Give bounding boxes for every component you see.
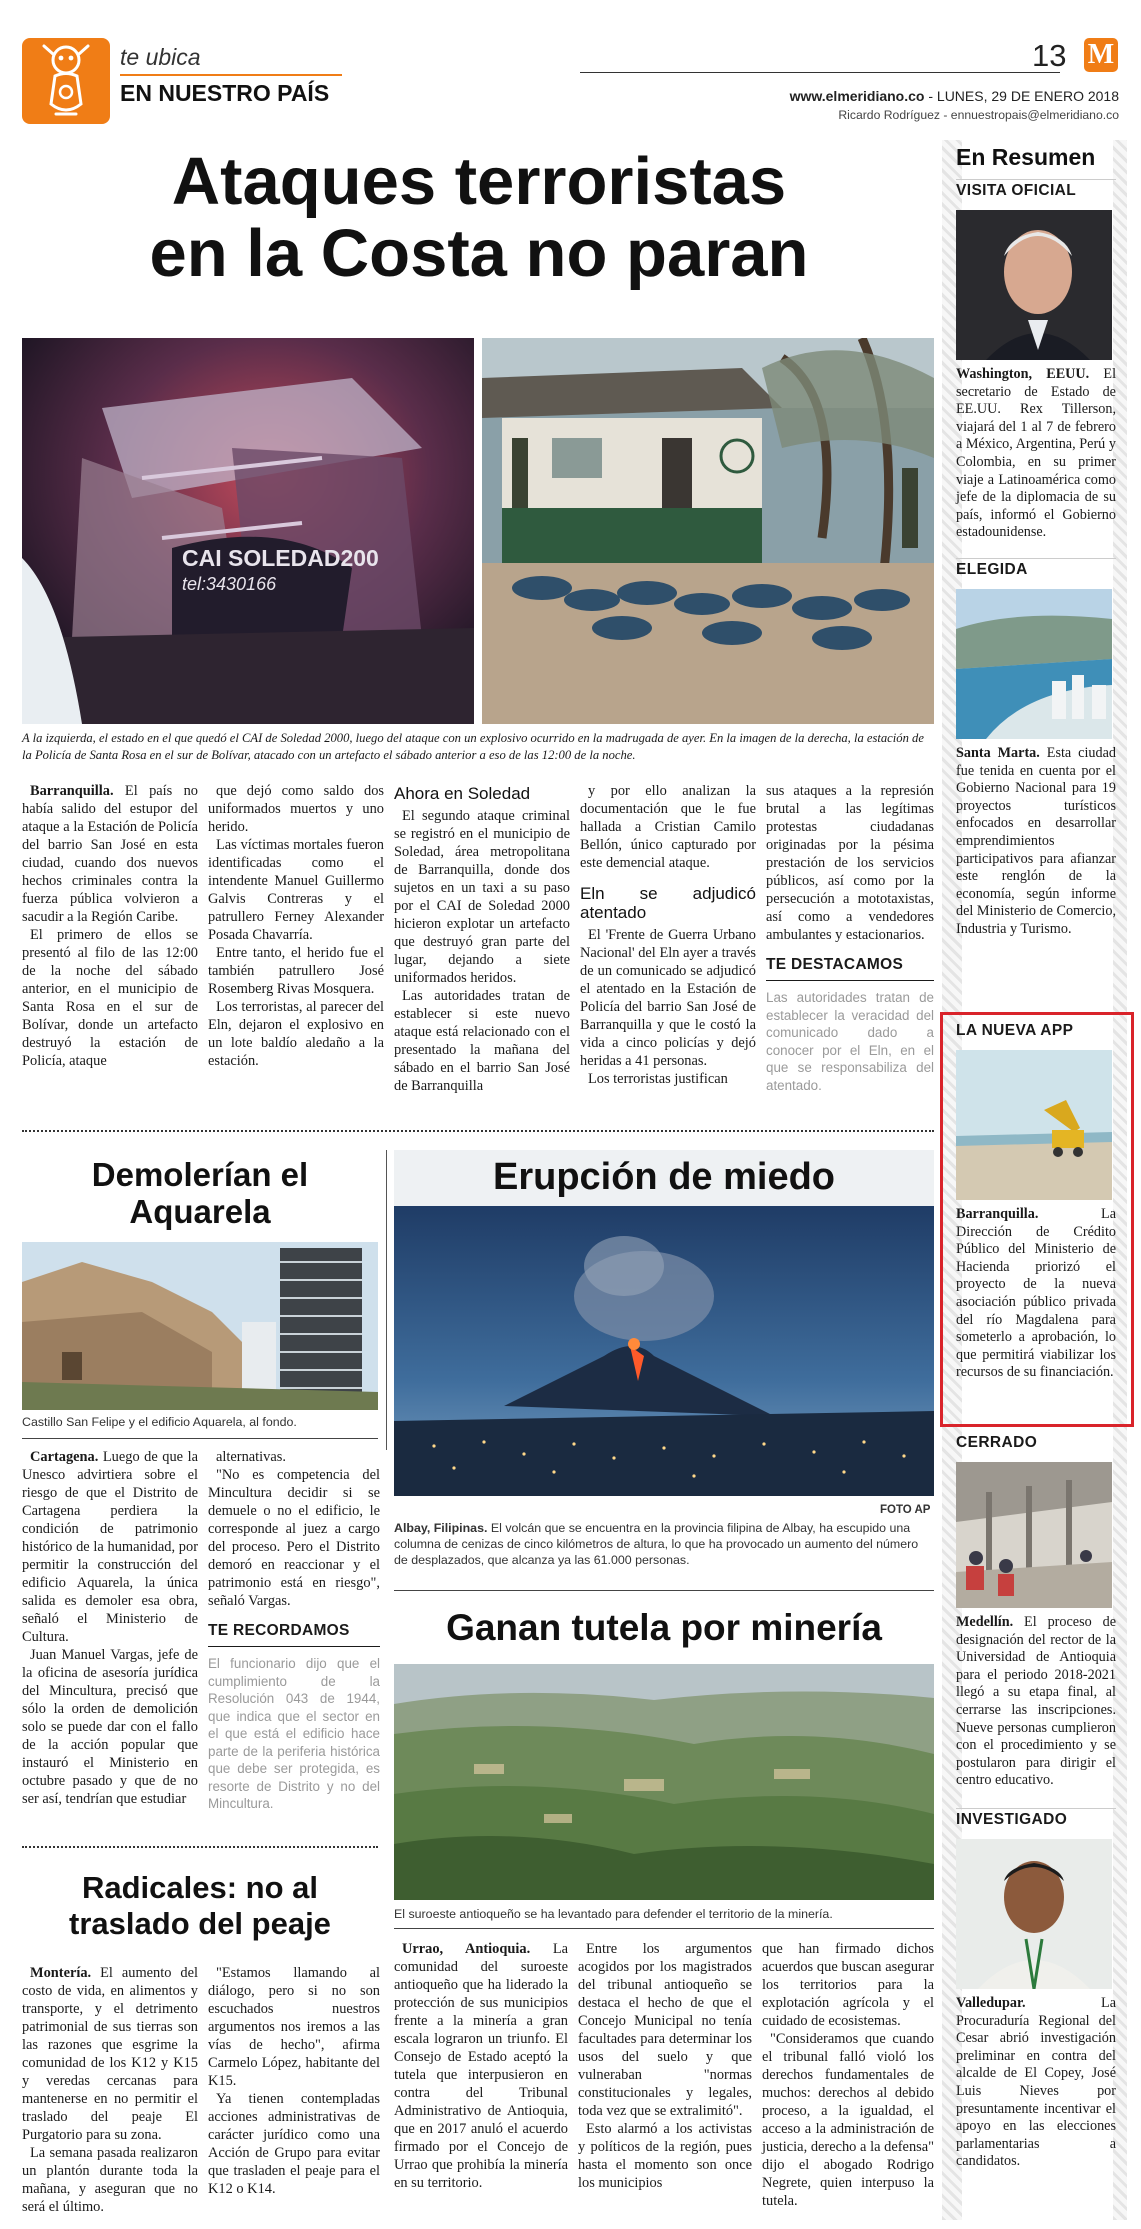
- main-headline: [22, 146, 936, 290]
- tutela-caption: El suroeste antioqueño se ha levantado para defender el territorio de la minería.: [394, 1907, 833, 1921]
- tutela-col-1: [394, 1940, 568, 2192]
- photo-rio-magdalena: [956, 1050, 1112, 1200]
- erupcion-divider: [394, 1590, 934, 1591]
- photo-credit: FOTO AP: [880, 1504, 931, 1516]
- tutela-dateline: Urrao, Antioquia.: [402, 1941, 531, 1957]
- main-col4-p2: El 'Frente de Guerra Urbano Nacional' del Eln ayer a través de un comunicado se adjudicó el atentado en la Estación de Policía del barrio San José de Barranquilla y que le costó la vida a cinco policías y dejó heridas a 41 personas.: [580, 927, 756, 1069]
- sidebar-label-investigado: INVESTIGADO: [956, 1808, 1116, 1833]
- page-number: 13: [1032, 38, 1067, 73]
- peaje-col1-p1: El aumento del costo de vida, en alimentos y transporte, y el detrimento patrimonial de sus tierras son las razones que esgrime la comunidad de los K12 y K15 y veredas cercanas para mantenerse en no permitir el traslado del peaje El Purgatorio para su zona.: [22, 1965, 198, 2143]
- sidebar-lead-nueva-app: Barranquilla.: [956, 1206, 1039, 1222]
- photo-cai-soledad: [22, 338, 474, 724]
- peaje-headline: Radicales: no al traslado del peaje: [69, 1870, 331, 1941]
- main-col-5: [766, 782, 934, 1094]
- photo-santa-marta: [956, 589, 1112, 739]
- sidebar-text-visita: [956, 366, 1116, 542]
- author-line: Ricardo Rodríguez - ennuestropais@elmeridiano.co: [838, 108, 1119, 122]
- sidebar-body-elegida: Esta ciudad fue tenida en cuenta por el Gobierno Nacional para 19 proyectos turísticos enfocados en desarrollar emprendimientos participativos para afianzar este renglón de la economía, según informe del Ministerio de Comercio, Industria y Turismo.: [956, 744, 1116, 937]
- tutela-col2-p1: Entre los argumentos acogidos por los magistrados del tribunal antioqueño se destaca el hecho de que el Concejo Municipal no tenía facultades para determinar los usos del suelo y que vulneraban "normas constitucionales y legales, toda vez que se extralimitó".: [578, 1941, 752, 2119]
- main-col1-p1: El país no había salido del estupor del ataque a la Estación de Policía del barrio San José en esta ciudad, cuando dos nuevos hechos criminales contra la fuerza pública volvieron a sacudir a la Región Caribe.: [22, 783, 198, 925]
- tutela-col2-p2: Esto alarmó a los activistas y políticos de la región, pues hasta el momento son once los municipios: [578, 2121, 752, 2191]
- aquarela-col2-p1: alternativas.: [216, 1449, 286, 1465]
- main-dateline: Barranquilla.: [30, 783, 114, 799]
- sidebar-lead-investigado: Valledupar.: [956, 1994, 1026, 2011]
- subhead-eln: Eln se adjudicó atentado: [580, 884, 756, 922]
- aquarela-dateline: Cartagena.: [30, 1449, 99, 1465]
- main-photo-caption: A la izquierda, el estado en el que quedó el CAI de Soledad 2000, luego del ataque con un explosivo ocurrido en la madrugada de ayer. En la imagen de la derecha, la estación de la Policía de Santa Rosa en el sur de Bolívar, atacado con un artefacto el sábado anterior a eso de las 12:00 de la noche.: [22, 731, 924, 762]
- main-col5-p1: sus ataques a la represión brutal a las legítimas protestas ciudadanas originadas por la pésima prestación de los servicios públicos, así como por la persecución a mototaxistas, así como a vendedores ambulantes y estacionarios.: [766, 783, 934, 943]
- peaje-col-2: [208, 1964, 380, 2198]
- main-col1-p2: El primero de ellos se presentó al filo de las 12:00 de la noche del sábado anterior, en el municipio de Santa Rosa en el sur de Bolívar, donde un artefacto destruyó la estación de Policía, ataque: [22, 927, 198, 1069]
- sidebar-body-nueva-app: La Dirección de Crédito Público del Ministerio de Hacienda priorizó el proyecto de la nueva asociación público privada del río Magdalena para someterlo a aprobación, lo que permitirá viabilizar los recursos de su financiación.: [956, 1206, 1116, 1381]
- issue-date: - LUNES, 29 DE ENERO 2018: [924, 88, 1119, 104]
- tutela-caption-rule: [394, 1928, 934, 1929]
- newspaper-logo: [1084, 38, 1118, 72]
- tutela-col3-p2: "Consideramos que cuando el tribunal falló violó los derechos fundamentales de muchos: derechos al debido proceso, a la igualdad, el acceso a la administración de justicia, derecho a la defensa" dijo el abogado Rodrigo Negrete, quien interpuso la tutela.: [762, 2031, 934, 2209]
- sidebar-label-nueva-app: LA NUEVA APP: [956, 1022, 1074, 1039]
- peaje-col1-p2: La semana pasada realizaron un plantón durante toda la mañana, y aseguran que no será el último.: [22, 2145, 198, 2215]
- main-col-3: [394, 780, 570, 1095]
- sidebar-label-elegida: ELEGIDA: [956, 558, 1116, 583]
- website-link[interactable]: www.elmeridiano.co: [789, 88, 925, 104]
- peaje-dateline: Montería.: [30, 1965, 92, 1981]
- aquarela-col-2: [208, 1448, 380, 1813]
- sidebar-text-nueva-app: [956, 1206, 1116, 1382]
- dateline: [790, 88, 1119, 104]
- sidebar-lower: [956, 1432, 1116, 2171]
- header-rule: [580, 72, 1060, 73]
- sidebar-label-cerrado: CERRADO: [956, 1434, 1038, 1451]
- main-headline-line1: Ataques terroristas: [171, 144, 787, 219]
- photo-universidad: [956, 1462, 1112, 1608]
- peaje-col2-p2: Ya tienen contempladas acciones administrativas de carácter jurídico como una Acción de Grupo para evitar que trasladen el peaje para el K12 o K14.: [208, 2091, 380, 2197]
- main-col-1: [22, 782, 198, 1070]
- box-te-recordamos-text: El funcionario dijo que el cumplimiento de la Resolución 043 de 1944, que indica que el sector en el que está el edificio hace parte de la periferia histórica que debe ser protegida, es resorte de Distrito y no del Mincultura.: [208, 1656, 380, 1811]
- cai-phone-text: tel:3430166: [182, 574, 277, 594]
- aquarela-col1-p1: Luego de que la Unesco advirtiera sobre el riesgo de que el Distrito de Cartagena perdiera la condición de patrimonio histórico de la humanidad, por permitir la construcción del edificio Aquarela, la única salida es demoler esa obra, señaló el Ministerio de Cultura.: [22, 1449, 198, 1645]
- photo-castillo-aquarela: [22, 1242, 378, 1410]
- main-col-2: [208, 782, 384, 1070]
- main-col2-p1: que dejó como saldo dos uniformados muertos y uno herido.: [208, 783, 384, 835]
- mascot-icon: [22, 38, 110, 124]
- tutela-col1-p1: La comunidad del suroeste antioqueño que ha liderado la protección de sus municipios frente a la minería a gran escala lograron un triunfo. El Consejo de Estado aceptó la tutela que interpusieron en contra del Tribunal Administrativo de Antioquia, que en 2017 anuló el acuerdo firmado por el Concejo de Urrao que prohibía la minería en su territorio.: [394, 1941, 569, 2191]
- main-col2-p2: Las víctimas mortales fueron identificadas como el intendente Manuel Guillermo Galvis Contreras y el patrullero Ferney Alexander Posada Chavarría.: [208, 837, 384, 943]
- sidebar-text-investigado: [956, 1995, 1116, 2171]
- peaje-col2-p1: "Estamos llamando al diálogo, pero si no son escuchados nuestros argumentos nos iremos a las vías de hecho", afirma Carmelo López, habitante del K15.: [208, 1965, 380, 2089]
- aquarela-headline: Demolerían el Aquarela: [91, 1156, 309, 1230]
- photo-alcalde: [956, 1839, 1112, 1989]
- main-col3-p2: Las autoridades tratan de establecer si este nuevo ataque está relacionado con el presentado la mañana del sábado en el barrio San José de Barranquilla: [394, 988, 570, 1094]
- logo-letter: M: [1087, 39, 1115, 70]
- main-col4-p1: y por ello analizan la documentación que le fue hallada a Cristian Camilo Bellón, único capturado por este demencial ataque.: [580, 783, 756, 871]
- aquarela-col1-p2: Juan Manuel Vargas, jefe de la oficina de asesoría jurídica del Mincultura, precisó que sólo la orden de demolición solo se puede dar con el fallo de la acción popular que instauró el Ministerio en octubre pasado y que de no ser así, tendrían que estudiar: [22, 1647, 198, 1807]
- photo-volcano: [394, 1206, 934, 1496]
- aquarela-caption: Castillo San Felipe y el edificio Aquarela, al fondo.: [22, 1415, 297, 1429]
- aquarela-caption-rule: [22, 1438, 378, 1439]
- photo-tillerson: [956, 210, 1112, 360]
- sidebar-lead-visita: Washington, EEUU.: [956, 366, 1090, 382]
- sidebar-body-cerrado: El proceso de designación del rector de la Universidad de Antioquia para el periodo 2018-2021 llegó a su etapa final, al cerrarse las inscripciones. Nueve personas cumplieron con el procedimiento y se postularon para dirigir el centro educativo.: [956, 1614, 1116, 1789]
- sidebar-item-nueva-app: [956, 1020, 1116, 1382]
- main-col2-p4: Los terroristas, al parecer del Eln, dejaron el explosivo en un lote baldío aledaño a la estación.: [208, 999, 384, 1069]
- main-col-4: [580, 782, 756, 1088]
- tutela-headline: Ganan tutela por minería: [446, 1607, 882, 1648]
- peaje-col-1: [22, 1964, 198, 2216]
- main-col4-p3: Los terroristas justifican: [588, 1071, 728, 1087]
- erupcion-caption-lead: Albay, Filipinas.: [394, 1521, 488, 1535]
- sidebar-body-investigado: La Procuraduría Regional del Cesar abrió investigación preliminar en contra del alcalde de El Copey, José Luis Nieves por presuntamente incentivar el apoyo en las elecciones parlamentarias a candidatos.: [956, 1994, 1116, 2170]
- photo-santa-rosa-station: [482, 338, 934, 724]
- main-headline-line2: en la Costa no paran: [149, 216, 809, 291]
- subhead-soledad: Ahora en Soledad: [394, 784, 531, 803]
- box-te-destacamos: TE DESTACAMOS: [766, 956, 934, 981]
- box-te-destacamos-text: Las autoridades tratan de establecer la veracidad del comunicado dado a conocer por el Eln, en el que se responsabiliza del atentado.: [766, 990, 934, 1093]
- sidebar-label-visita: VISITA OFICIAL: [956, 179, 1116, 204]
- erupcion-headline: Erupción de miedo: [492, 1156, 836, 1198]
- section-title: EN NUESTRO PAÍS: [120, 80, 330, 106]
- section-rule: [120, 74, 342, 76]
- section-divider-1: [22, 1130, 934, 1132]
- tutela-col-2: [578, 1940, 752, 2192]
- aquarela-col-1: [22, 1448, 198, 1808]
- vertical-divider: [386, 1150, 387, 1450]
- sidebar-title: En Resumen: [956, 144, 1096, 170]
- erupcion-caption: [394, 1520, 934, 1568]
- tutela-col3-p1: que han firmado dichos acuerdos que buscan asegurar los territorios para la explotación agrícola y el cuidado de ecosistemas.: [762, 1941, 934, 2029]
- cai-sign-text: CAI SOLEDAD200: [182, 545, 379, 571]
- main-col3-p1: El segundo ataque criminal se registró en el municipio de Soledad, área metropolitana de Barranquilla, donde dos sujetos en un taxi a su paso por el CAI de Soledad 2000 hicieron explotar un artefacto que destruyó gran parte del lugar, dejando a siete uniformados heridos.: [394, 808, 570, 986]
- section-logo: [22, 38, 110, 124]
- erupcion-headline-band: [394, 1150, 934, 1206]
- tutela-col-3: [762, 1940, 934, 2210]
- erupcion-caption-text: El volcán que se encuentra en la provincia filipina de Albay, ha escupido una columna de cenizas de cinco kilómetros de altura, lo que ha provocado un aumento del número de desplazados, que alcanza ya las 61.000 personas.: [394, 1521, 919, 1567]
- sidebar-text-elegida: [956, 745, 1116, 939]
- aquarela-col2-p2: "No es competencia del Mincultura decidir si se demuele o no el edificio, le corresponde al juez a cargo del proceso. Pero el Distrito demoró en reaccionar y el patrimonio está en riesgo", señaló Vargas.: [208, 1467, 380, 1609]
- photo-antioquia-landscape: [394, 1664, 934, 1900]
- sidebar-lead-cerrado: Medellín.: [956, 1614, 1014, 1630]
- section-divider-2: [22, 1846, 378, 1848]
- section-kicker: te ubica: [120, 44, 201, 70]
- box-te-recordamos: TE RECORDAMOS: [208, 1622, 380, 1647]
- sidebar-body-visita: El secretario de Estado de EE.UU. Rex Tillerson, viajará del 1 al 7 de febrero a México, Argentina, Perú y Colombia, en su primer viaje a Latinoamérica como jefe de la diplomacia de su país, informó el Gobierno estadounidense.: [956, 366, 1117, 541]
- main-col2-p3: Entre tanto, el herido fue el también patrullero José Rosemberg Rivas Mosquera.: [208, 945, 384, 997]
- sidebar-lead-elegida: Santa Marta.: [956, 744, 1040, 761]
- sidebar: [956, 144, 1116, 938]
- sidebar-text-cerrado: [956, 1614, 1116, 1790]
